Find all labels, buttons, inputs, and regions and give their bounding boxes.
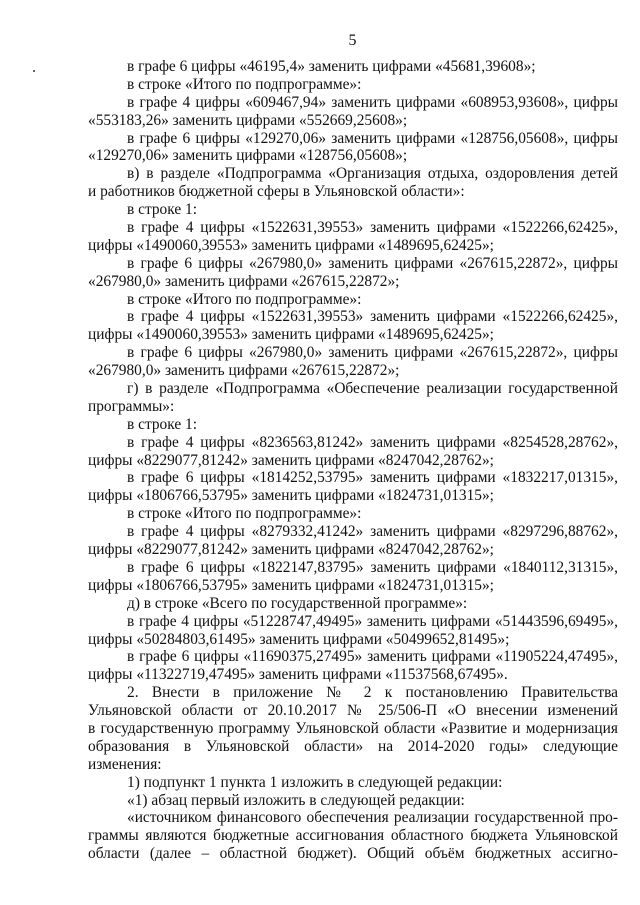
text-line: цифры «8229077,81242» заменить цифрами «8247042,28762»; <box>88 451 494 469</box>
text-line: 1) подпункт 1 пункта 1 изложить в следующей редакции: <box>127 773 503 791</box>
paragraph <box>88 76 618 94</box>
text-line: в строке «Итого по подпрограмме»: <box>127 75 362 93</box>
text-line: в графе 6 цифры «267980,0» заменить цифрами «267615,22872», цифры <box>127 344 618 362</box>
text-line: в графе 6 цифры «129270,06» заменить цифрами «128756,05608», цифры <box>127 129 618 147</box>
text-line: области (далее – областной бюджет). Общий объём бюджетных ассигно- <box>88 845 618 863</box>
text-line: в графе 4 цифры «51228747,49495» заменить цифрами «51443596,69495», <box>127 612 618 630</box>
text-line: граммы являются бюджетные ассигнования областного бюджета Ульяновской <box>88 827 618 845</box>
text-line: в графе 4 цифры «1522631,39553» заменить цифрами «1522266,62425», <box>127 219 618 237</box>
paragraph <box>88 613 618 649</box>
paragraph <box>88 344 618 380</box>
text-line: в строке 1: <box>127 201 197 219</box>
paragraph <box>88 130 618 166</box>
text-line: в графе 6 цифры «11690375,27495» заменить цифрами «11905224,47495», <box>127 648 618 666</box>
text-line: в графе 6 цифры «46195,4» заменить цифрами «45681,39608»; <box>127 58 536 75</box>
paragraph <box>88 505 618 523</box>
text-line: Ульяновской области от 20.10.2017 № 25/506-П «О внесении изменений <box>88 702 618 720</box>
paragraph <box>88 380 618 416</box>
document-body <box>88 58 618 863</box>
text-line: в графе 4 цифры «609467,94» заменить цифрами «608953,93608», цифры <box>127 93 618 111</box>
paragraph <box>88 595 618 613</box>
text-line: изменения: <box>88 755 162 773</box>
text-line: в графе 4 цифры «8236563,81242» заменить цифрами «8254528,28762», <box>127 433 618 451</box>
text-line: «источником финансового обеспечения реализации государственной про- <box>127 809 618 827</box>
text-line: в графе 6 цифры «1814252,53795» заменить цифрами «1832217,01315», <box>127 469 618 487</box>
text-line: в графе 6 цифры «267980,0» заменить цифрами «267615,22872», цифры <box>127 254 618 272</box>
scan-speck <box>33 70 35 72</box>
paragraph <box>88 255 618 291</box>
text-line: «267980,0» заменить цифрами «267615,22872»; <box>88 362 400 380</box>
paragraph <box>88 648 618 684</box>
text-line: программы»: <box>88 397 175 415</box>
paragraph <box>88 559 618 595</box>
paragraph <box>88 165 618 201</box>
text-line: «129270,06» заменить цифрами «128756,05608»; <box>88 147 408 165</box>
paragraph <box>88 94 618 130</box>
text-line: «1) абзац первый изложить в следующей редакции: <box>127 791 465 809</box>
text-line: цифры «8229077,81242» заменить цифрами «8247042,28762»; <box>88 541 494 559</box>
text-line: в строке «Итого по подпрограмме»: <box>127 505 362 523</box>
paragraph <box>88 684 618 773</box>
text-line: в) в разделе «Подпрограмма «Организация отдыха, оздоровления детей <box>127 165 618 183</box>
text-line: в графе 6 цифры «1822147,83795» заменить цифрами «1840112,31315», <box>127 558 618 576</box>
paragraph <box>88 291 618 309</box>
text-line: в строке 1: <box>127 415 197 433</box>
paragraph <box>88 308 618 344</box>
paragraph <box>88 809 618 863</box>
text-line: в строке «Итого по подпрограмме»: <box>127 290 362 308</box>
text-line: цифры «1806766,53795» заменить цифрами «1824731,01315»; <box>88 576 494 594</box>
text-line: и работников бюджетной сферы в Ульяновской области»: <box>88 183 465 201</box>
text-line: 2. Внести в приложение № 2 к постановлению Правительства <box>127 684 618 702</box>
paragraph <box>88 201 618 219</box>
text-line: цифры «50284803,61495» заменить цифрами «50499652,81495»; <box>88 630 510 648</box>
text-line: д) в строке «Всего по государственной программе»: <box>127 594 468 612</box>
paragraph <box>88 469 618 505</box>
text-line: «553183,26» заменить цифрами «552669,25608»; <box>88 111 408 129</box>
text-line: цифры «1490060,39553» заменить цифрами «1489695,62425»; <box>88 236 494 254</box>
text-line: цифры «1490060,39553» заменить цифрами «1489695,62425»; <box>88 326 494 344</box>
text-line: в графе 4 цифры «8279332,41242» заменить цифрами «8297296,88762», <box>127 523 618 541</box>
text-line: цифры «1806766,53795» заменить цифрами «1824731,01315»; <box>88 487 494 505</box>
text-line: в графе 4 цифры «1522631,39553» заменить цифрами «1522266,62425», <box>127 308 618 326</box>
paragraph <box>88 58 618 76</box>
text-line: образования в Ульяновской области» на 2014-2020 годы» следующие <box>88 737 618 755</box>
text-line: цифры «11322719,47495» заменить цифрами «11537568,67495». <box>88 666 508 684</box>
paragraph <box>88 774 618 792</box>
paragraph <box>88 434 618 470</box>
paragraph <box>88 219 618 255</box>
text-line: г) в разделе «Подпрограмма «Обеспечение реализации государственной <box>127 380 618 398</box>
text-line: «267980,0» заменить цифрами «267615,22872»; <box>88 272 400 290</box>
paragraph <box>88 523 618 559</box>
page-number: 5 <box>348 32 357 49</box>
paragraph <box>88 792 618 810</box>
paragraph <box>88 416 618 434</box>
text-line: в государственную программу Ульяновской области «Развитие и модернизация <box>88 719 618 737</box>
